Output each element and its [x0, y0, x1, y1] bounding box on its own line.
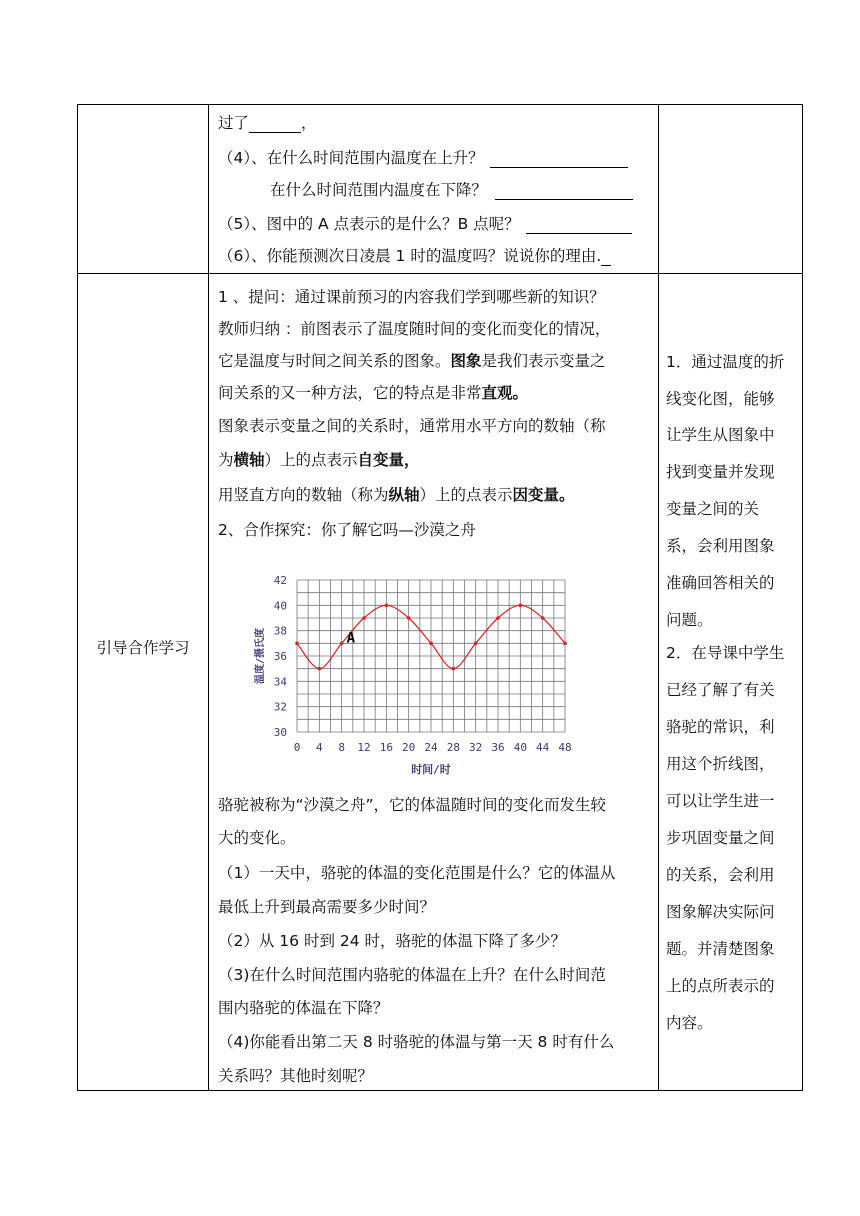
q4-line-b: 关系吗？其他时刻呢？ — [218, 1067, 374, 1085]
table-left-border — [77, 104, 78, 1091]
y-tick-label: 38 — [273, 624, 287, 638]
para-6-bold-1: 横轴 — [233, 451, 265, 469]
para-7-bold-1: 纵轴 — [388, 486, 420, 504]
data-point — [474, 642, 478, 646]
para-6-c: ）上的点表示 — [264, 451, 358, 469]
col-divider-1 — [208, 104, 209, 1091]
para-4 — [218, 383, 528, 403]
right-note-line: 用这个折线图， — [666, 755, 775, 773]
para-7-bold-2: 因变量。 — [512, 486, 575, 504]
right-note-line: 线变化图，能够 — [666, 390, 775, 408]
x-tick-label: 44 — [536, 741, 550, 754]
blank — [490, 151, 628, 168]
table-right-border — [802, 104, 803, 1091]
annotation-a: A — [346, 630, 356, 647]
col-divider-2 — [658, 104, 659, 1091]
question-4b — [270, 180, 633, 200]
q1-line-a: （1）一天中，骆驼的体温的变化范围是什么？它的体温从 — [218, 864, 616, 882]
after-2: 大的变化。 — [218, 829, 296, 847]
para-4-a: 间关系的又一种方法，它的特点是非常 — [218, 384, 482, 402]
right-note-line: 准确回答相关的 — [666, 574, 775, 592]
question-5-text: （5）、图中的 A 点表示的是什么？B 点呢？ — [218, 215, 520, 233]
x-tick-label: 0 — [293, 741, 301, 754]
y-tick-label: 30 — [273, 726, 287, 739]
data-point — [295, 642, 299, 646]
right-note-line: 系，会利用图象 — [666, 537, 775, 555]
data-point — [340, 642, 344, 646]
q1-line-b: 最低上升到最高需要多少时间？ — [218, 898, 436, 916]
right-note-line: 找到变量并发现 — [666, 463, 775, 481]
para-6-bold-2: 自变量， — [357, 451, 420, 469]
para-4-bold: 直观。 — [481, 384, 529, 402]
row-divider — [77, 273, 803, 274]
x-tick-label: 28 — [446, 741, 460, 754]
right-note-line: 内容。 — [666, 1014, 713, 1032]
blank — [249, 116, 301, 133]
x-tick-label: 48 — [558, 741, 572, 754]
right-note-line: 变量之间的关 — [666, 500, 760, 518]
question-6-text: （6）、你能预测次日凌晨 1 时的温度吗？说说你的理由. — [218, 247, 602, 265]
right-note-line: 让学生从图象中 — [666, 426, 775, 444]
para-8: 2、合作探究：你了解它吗—沙漠之舟 — [218, 521, 476, 539]
x-tick-label: 32 — [469, 741, 483, 754]
para-2: 教师归纳 ：前图表示了温度随时间的变化而变化的情况， — [218, 320, 611, 338]
right-note-line: 步巩固变量之间 — [666, 829, 775, 847]
y-tick-label: 36 — [273, 650, 287, 663]
para-3-a: 它是温度与时间之间关系的图象。 — [218, 352, 451, 370]
section-label: 引导合作学习 — [96, 639, 190, 657]
blank — [495, 183, 633, 200]
para-7-a: 用竖直方向的数轴（称为 — [218, 486, 389, 504]
para-1: 1 、提问：通过课前预习的内容我们学到哪些新的知识？ — [218, 288, 605, 306]
x-tick-label: 40 — [513, 741, 527, 754]
x-tick-label: 36 — [491, 741, 505, 754]
question-6 — [218, 246, 611, 266]
y-tick-label: 34 — [273, 675, 287, 689]
right-note-line: 可以让学生进一 — [666, 792, 775, 810]
para-3-bold: 图象 — [450, 352, 482, 370]
data-point — [362, 616, 366, 620]
data-point — [452, 667, 456, 671]
right-note-line: 图象解决实际问 — [666, 903, 775, 921]
q2-line: （2）从 16 时到 24 时，骆驼的体温下降了多少？ — [218, 932, 567, 950]
para-5: 图象表示变量之间的关系时，通常用水平方向的数轴（称 — [218, 417, 606, 435]
para-3-c: 是我们表示变量之 — [481, 352, 606, 370]
q3-line-b: 围内骆驼的体温在下降？ — [218, 999, 389, 1017]
table-top-border — [77, 104, 803, 105]
after-1: 骆驼被称为“沙漠之舟”，它的体温随时间的变化而发生较 — [218, 796, 607, 814]
x-tick-label: 24 — [424, 741, 438, 754]
right-note-line: 1．通过温度的折 — [666, 353, 785, 371]
top-line-1 — [218, 113, 317, 133]
x-tick-label: 20 — [402, 741, 416, 754]
right-note-line: 的关系，会利用 — [666, 866, 775, 884]
camel-temperature-chart — [240, 566, 590, 782]
x-tick-label: 12 — [357, 741, 371, 754]
right-note-line: 上的点所表示的 — [666, 977, 775, 995]
data-point — [563, 642, 567, 646]
question-5 — [218, 214, 632, 234]
para-3 — [218, 351, 606, 371]
data-point — [541, 616, 545, 620]
question-4a-text: （4）、在什么时间范围内温度在上升？ — [218, 149, 484, 167]
x-tick-label: 4 — [316, 741, 323, 754]
y-tick-label: 42 — [273, 574, 287, 587]
q3-line-a: （3)在什么时间范围内骆驼的体温在上升？在什么时间范 — [218, 966, 606, 984]
table-bottom-border — [77, 1090, 803, 1091]
q4-line-a: （4)你能看出第二天 8 时骆驼的体温与第一天 8 时有什么 — [218, 1033, 615, 1051]
question-4b-text: 在什么时间范围内温度在下降？ — [270, 181, 488, 199]
right-note-line: 骆驼的常识，利 — [666, 718, 775, 736]
data-point — [429, 642, 433, 646]
y-tick-label: 32 — [273, 700, 287, 714]
text-comma: ， — [301, 114, 317, 132]
right-note-line: 题。并清楚图象 — [666, 940, 775, 958]
right-note-line: 2．在导课中学生 — [666, 644, 785, 662]
y-tick-label: 40 — [273, 599, 287, 613]
data-point — [519, 604, 523, 608]
data-point — [496, 616, 500, 620]
para-7 — [218, 485, 575, 505]
para-6-a: 为 — [218, 451, 234, 469]
x-axis-label: 时间/时 — [411, 763, 451, 776]
text-guole: 过了 — [218, 114, 250, 132]
data-point — [385, 604, 389, 608]
para-7-c: ）上的点表示 — [419, 486, 513, 504]
y-axis-label: 温度/摄氏度 — [255, 627, 266, 685]
right-note-line: 问题。 — [666, 611, 713, 629]
data-point — [407, 616, 411, 620]
x-tick-label: 8 — [338, 741, 345, 754]
blank — [526, 217, 632, 234]
data-point — [318, 667, 322, 671]
blank — [601, 249, 611, 266]
x-tick-label: 16 — [379, 741, 393, 754]
question-4a — [218, 148, 628, 168]
para-6 — [218, 450, 420, 470]
right-note-line: 已经了解了有关 — [666, 681, 775, 699]
